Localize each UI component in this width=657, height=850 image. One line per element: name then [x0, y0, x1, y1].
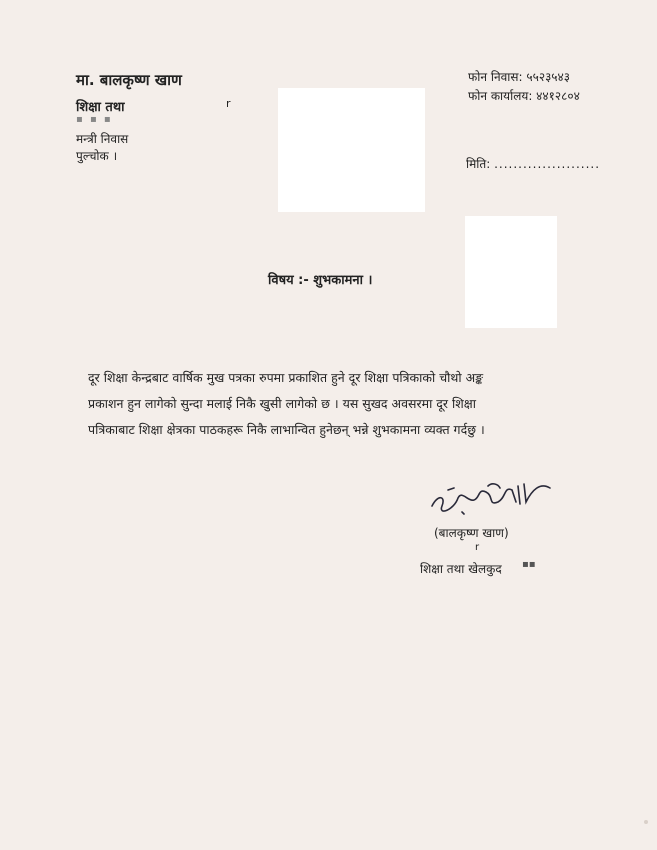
residence-line-1: मन्त्री निवास [76, 132, 129, 146]
paper-speck [644, 820, 648, 824]
phone-office: फोन कार्यालय: ४४१२८०४ [468, 89, 580, 103]
letter-subject: विषय :- शुभकामना । [268, 273, 373, 288]
letter-body [88, 365, 558, 443]
phone-home: फोन निवास: ५५२३५४३ [468, 70, 571, 84]
redacted-text: ▪ ▪ ▪ [76, 114, 113, 125]
redacted-photo-block [278, 88, 425, 212]
signatory-mark: r [475, 542, 480, 553]
date-value: ...................... [494, 157, 601, 171]
signatory-post: शिक्षा तथा खेलकुद [420, 562, 502, 576]
redacted-text: ▪▪ [522, 559, 536, 570]
post-mark: r [226, 97, 231, 110]
residence-line-2: पुल्चोक । [76, 149, 118, 163]
body-line: पत्रिकाबाट शिक्षा क्षेत्रका पाठकहरू निकै लाभान्वित हुनेछन् भन्ने शुभकामना व्यक्त गर्दछु । [88, 422, 485, 437]
body-line: दूर शिक्षा केन्द्रबाट वार्षिक मुख पत्रका रुपमा प्रकाशित हुने दूर शिक्षा पत्रिकाको चौथो अङ्क [88, 370, 484, 385]
handwritten-signature [428, 476, 558, 520]
redacted-photo-block-small [465, 216, 557, 328]
date-label: मिति: [466, 157, 491, 171]
sender-post: शिक्षा तथा [76, 100, 125, 115]
signatory-name: (बालकृष्ण खाण) [434, 526, 509, 540]
body-line: प्रकाशन हुन लागेको सुन्दा मलाई निकै खुसी लागेको छ । यस सुखद अवसरमा दूर शिक्षा [88, 396, 476, 411]
date-field [466, 155, 600, 172]
sender-name: मा. बालकृष्ण खाण [76, 71, 182, 89]
